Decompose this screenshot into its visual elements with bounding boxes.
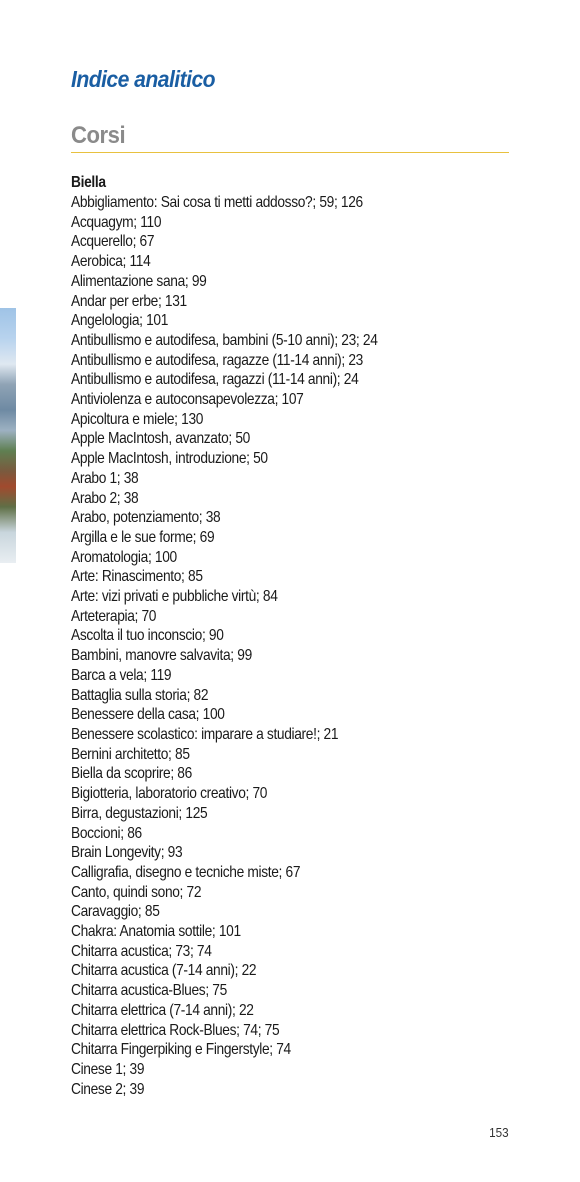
index-entry: Chitarra acustica (7-14 anni); 22: [71, 962, 257, 980]
index-entry: Apple MacIntosh, introduzione; 50: [71, 450, 268, 468]
index-entry: Antiviolenza e autoconsapevolezza; 107: [71, 391, 304, 409]
section-heading: Corsi: [71, 122, 126, 149]
page-title: Indice analitico: [71, 66, 216, 92]
index-entry: Chitarra acustica-Blues; 75: [71, 982, 227, 1000]
index-entry: Bambini, manovre salvavita; 99: [71, 647, 252, 665]
index-entry: Antibullismo e autodifesa, ragazze (11-14 anni); 23: [71, 351, 363, 369]
index-entry: Boccioni; 86: [71, 824, 142, 842]
index-entry: Barca a vela; 119: [71, 666, 172, 684]
index-entry: Acquerello; 67: [71, 233, 155, 251]
index-entry: Caravaggio; 85: [71, 903, 160, 921]
group-heading: Biella: [71, 174, 106, 191]
index-entry: Biella da scoprire; 86: [71, 765, 192, 783]
index-entry: Calligrafia, disegno e tecniche miste; 67: [71, 863, 301, 881]
index-entry: Arte: Rinascimento; 85: [71, 568, 203, 586]
index-entry: Aromatologia; 100: [71, 548, 177, 566]
edge-photo-strip: [0, 308, 16, 563]
index-entry-list: [71, 193, 501, 1099]
index-entry: Cinese 1; 39: [71, 1060, 145, 1078]
index-entry: Andar per erbe; 131: [71, 292, 187, 310]
index-entry: Birra, degustazioni; 125: [71, 804, 208, 822]
index-entry: Canto, quindi sono; 72: [71, 883, 202, 901]
index-entry: Apple MacIntosh, avanzato; 50: [71, 430, 250, 448]
index-entry: Arabo 1; 38: [71, 469, 139, 487]
page-number: 153: [489, 1125, 509, 1140]
index-entry: Chitarra elettrica Rock-Blues; 74; 75: [71, 1021, 280, 1039]
index-entry: Chitarra elettrica (7-14 anni); 22: [71, 1001, 254, 1019]
index-entry: Benessere della casa; 100: [71, 706, 225, 724]
index-entry: Cinese 2; 39: [71, 1080, 145, 1098]
index-entry: Battaglia sulla storia; 82: [71, 686, 209, 704]
index-entry: Antibullismo e autodifesa, bambini (5-10 anni); 23; 24: [71, 331, 378, 349]
section-divider: [71, 152, 509, 153]
index-entry: Ascolta il tuo inconscio; 90: [71, 627, 224, 645]
index-entry: Chakra: Anatomia sottile; 101: [71, 923, 241, 941]
index-entry: Angelologia; 101: [71, 312, 169, 330]
index-entry: Abbigliamento: Sai cosa ti metti addosso?; 59; 126: [71, 194, 363, 211]
index-entry: Arteterapia; 70: [71, 607, 157, 625]
index-entry: Apicoltura e miele; 130: [71, 410, 204, 428]
index-entry: Benessere scolastico: imparare a studiare!; 21: [71, 725, 339, 743]
index-entry: Aerobica; 114: [71, 253, 151, 271]
index-entry: Chitarra acustica; 73; 74: [71, 942, 212, 960]
index-entry: Arabo, potenziamento; 38: [71, 509, 221, 527]
index-entry: Chitarra Fingerpiking e Fingerstyle; 74: [71, 1041, 291, 1059]
index-entry: Acquagym; 110: [71, 213, 162, 231]
index-entry: Bernini architetto; 85: [71, 745, 190, 763]
index-entry: Antibullismo e autodifesa, ragazzi (11-14 anni); 24: [71, 371, 359, 389]
index-entry: Arabo 2; 38: [71, 489, 139, 507]
index-entry: Alimentazione sana; 99: [71, 272, 207, 290]
index-entry: Arte: vizi privati e pubbliche virtù; 84: [71, 588, 278, 606]
index-entry: Brain Longevity; 93: [71, 844, 183, 862]
index-entry: Argilla e le sue forme; 69: [71, 528, 215, 546]
index-entry: Bigiotteria, laboratorio creativo; 70: [71, 785, 268, 803]
